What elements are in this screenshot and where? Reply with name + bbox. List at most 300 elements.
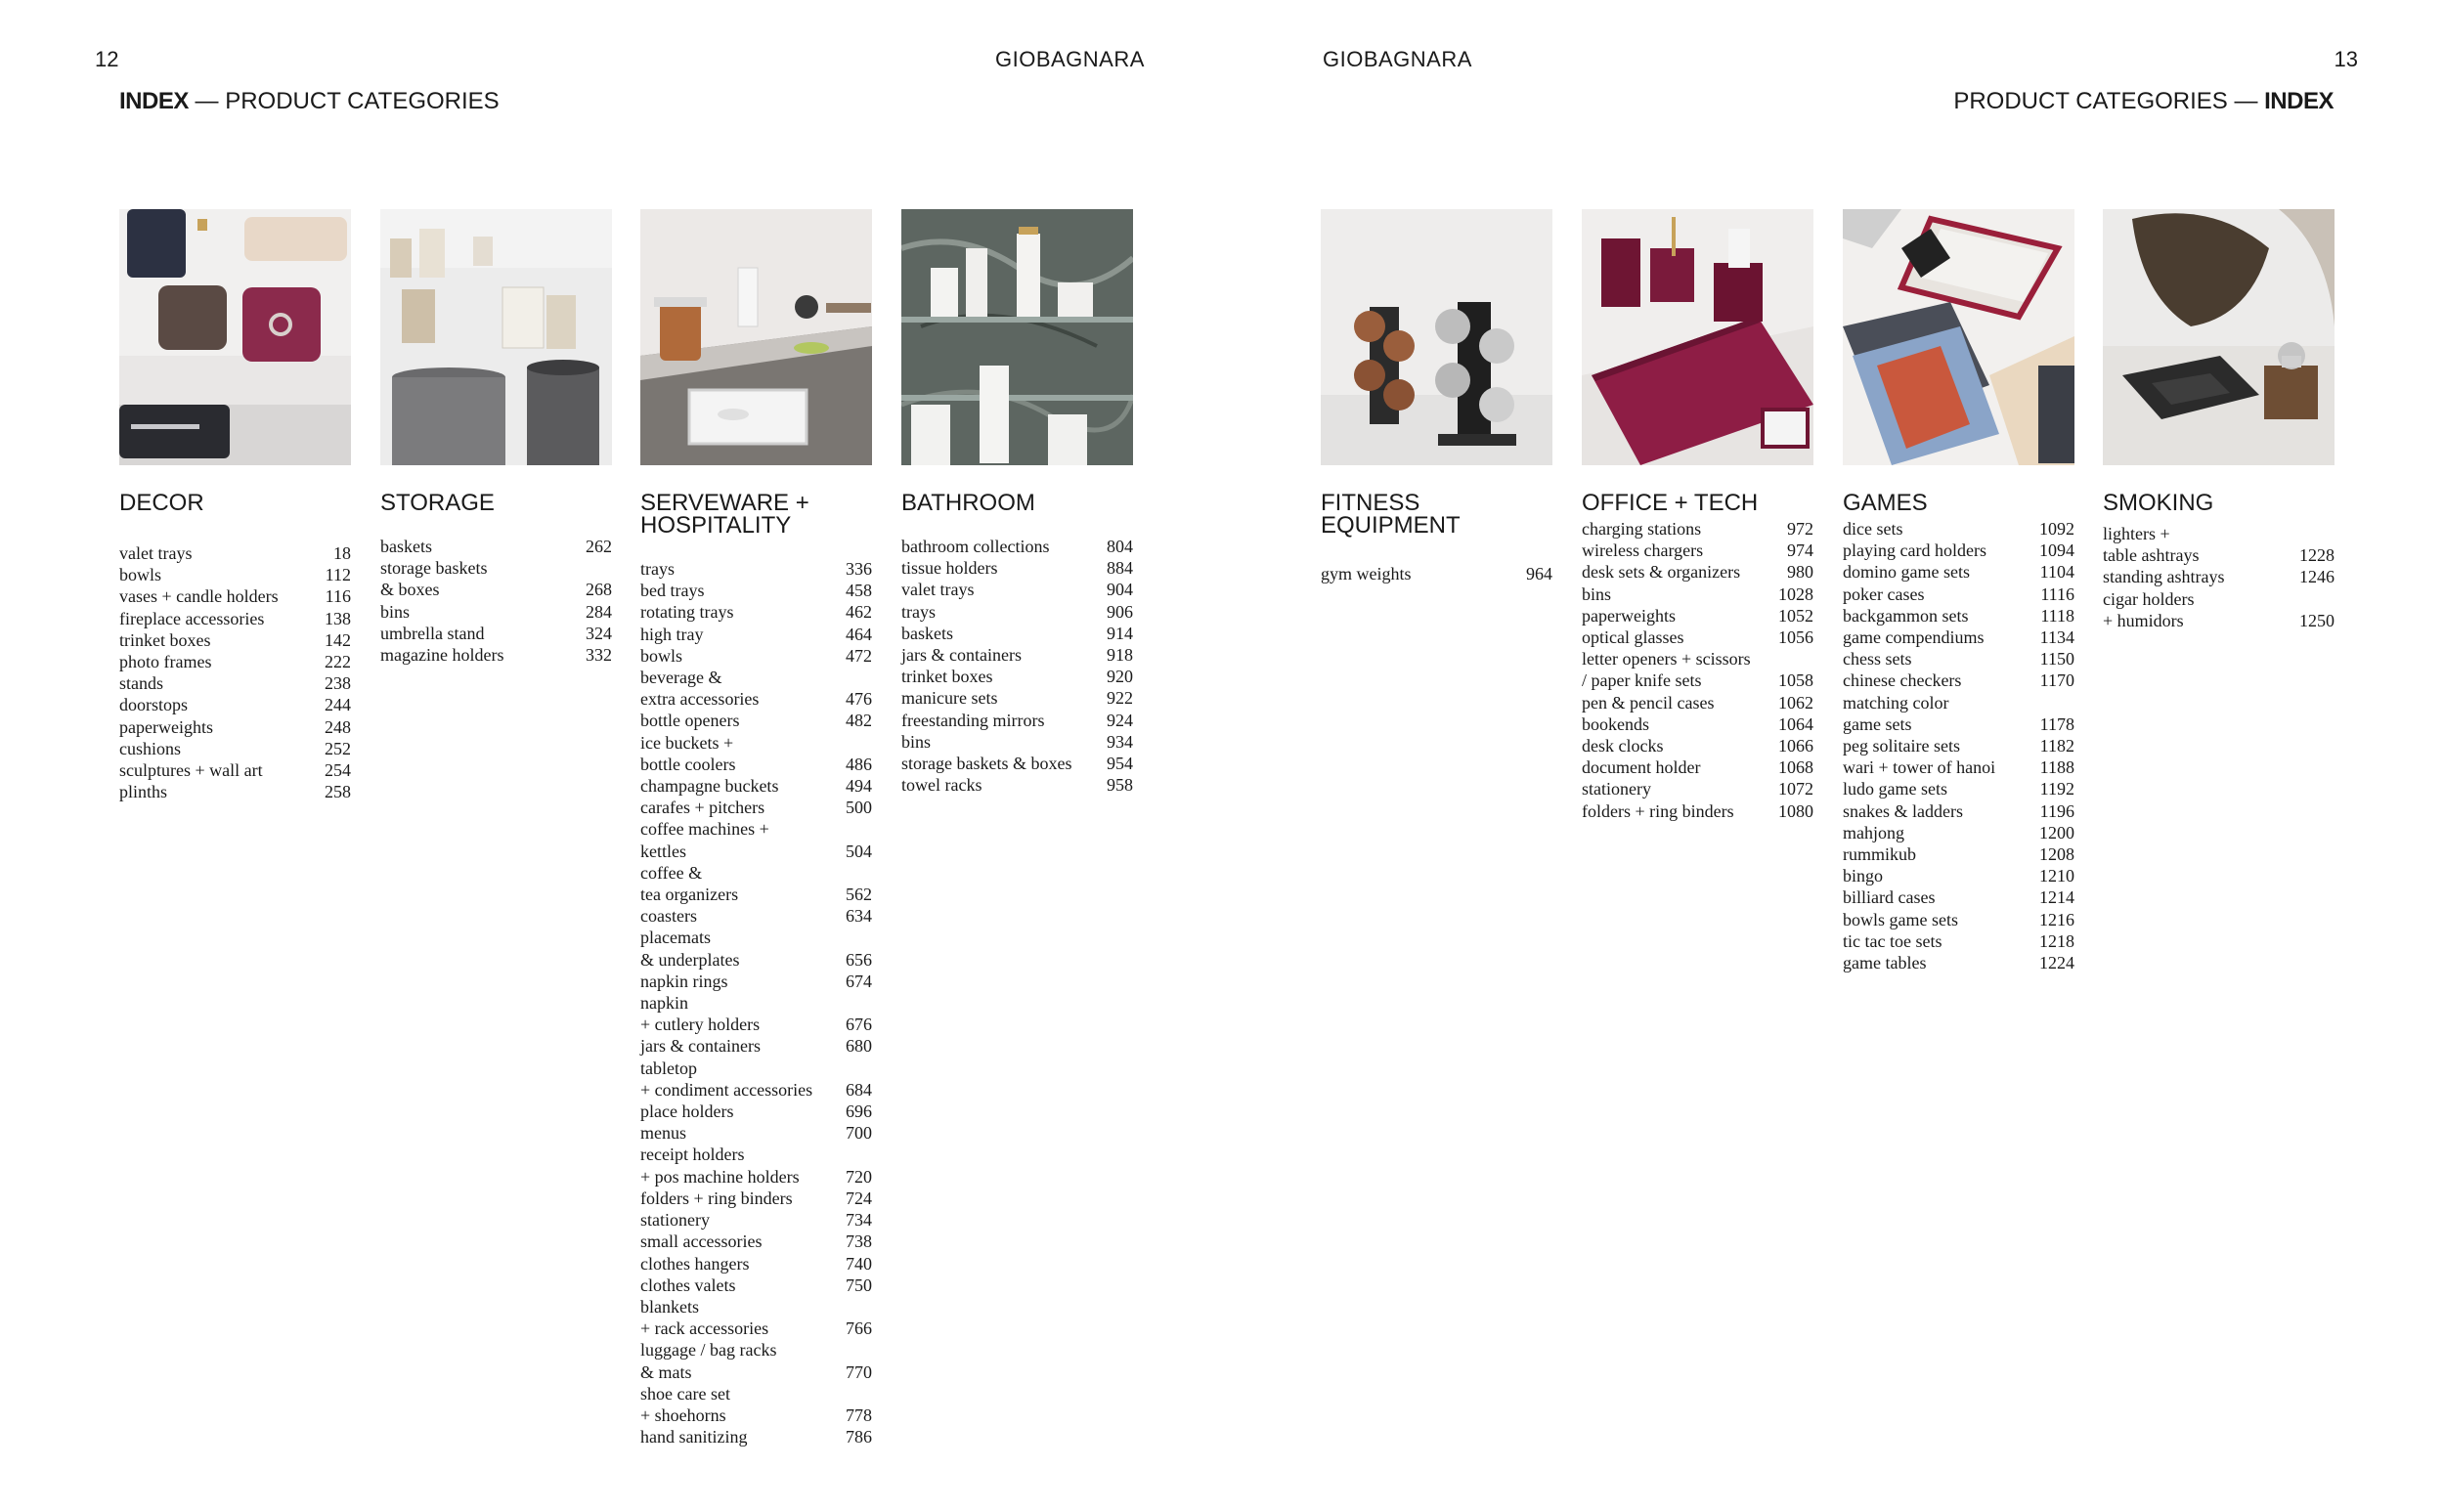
index-entry <box>901 644 1133 666</box>
index-entry <box>640 667 872 688</box>
index-entry-page: 922 <box>1107 688 1133 709</box>
index-entry-label: bookends <box>1582 713 1649 734</box>
index-entry <box>2103 588 2335 610</box>
index-entry <box>640 1231 872 1252</box>
index-entry-label: game sets <box>1843 713 1912 734</box>
index-entry-label: kettles <box>640 841 686 861</box>
category-title: OFFICE + TECH <box>1582 490 1759 516</box>
index-entry-label: + cutlery holders <box>640 1015 761 1035</box>
index-entry-label: / paper knife sets <box>1582 670 1702 691</box>
index-entry-label: luggage / bag racks <box>640 1340 777 1361</box>
index-entry-label: desk clocks <box>1582 736 1664 756</box>
index-entry-page: 142 <box>325 629 351 650</box>
index-entry <box>640 1035 872 1057</box>
index-entry-label: shoe care set <box>640 1383 730 1404</box>
index-entry-label: + pos machine holders <box>640 1166 800 1187</box>
index-entry <box>1843 561 2074 583</box>
index-entry <box>901 687 1133 709</box>
index-entry-page: 1214 <box>2039 887 2074 908</box>
index-entry <box>380 644 612 666</box>
index-entry <box>640 732 872 754</box>
index-entry-label: folders + ring binders <box>1582 800 1734 821</box>
index-entry-page: 1250 <box>2299 610 2335 630</box>
index-entry-page: 1058 <box>1778 670 1813 691</box>
heading-subtitle: PRODUCT CATEGORIES — <box>1953 88 2265 114</box>
index-entry <box>1582 648 1813 670</box>
index-entry <box>1843 735 2074 756</box>
index-entry-page: 1094 <box>2039 540 2074 561</box>
index-entry <box>1843 822 2074 843</box>
category-column-storage <box>380 209 612 666</box>
index-entry-page: 738 <box>846 1231 872 1252</box>
index-entry <box>1843 930 2074 952</box>
index-entry <box>640 1274 872 1296</box>
index-entry-label: photo frames <box>119 652 212 672</box>
index-entry-label: rotating trays <box>640 602 734 623</box>
index-entry <box>119 781 351 802</box>
index-entry-label: bowls <box>640 645 683 666</box>
index-entry <box>1843 952 2074 973</box>
index-entry <box>380 623 612 644</box>
index-entry-label: extra accessories <box>640 689 760 710</box>
category-title: BATHROOM <box>901 490 1035 516</box>
index-entry-label: wireless chargers <box>1582 540 1704 561</box>
index-entry-page: 700 <box>846 1123 872 1144</box>
index-entry-page: 1080 <box>1778 800 1813 821</box>
index-entry-page: 1196 <box>2039 800 2074 821</box>
index-entry-page: 1200 <box>2039 822 2074 842</box>
index-entry-page: 680 <box>846 1036 872 1057</box>
category-column-games <box>1843 209 2074 973</box>
index-entry-page: 720 <box>846 1166 872 1187</box>
index-entry-label: lighters + <box>2103 524 2170 543</box>
index-entry <box>1843 583 2074 605</box>
entries-list <box>1321 563 1552 584</box>
index-entry-page: 462 <box>846 602 872 623</box>
index-entry-label: optical glasses <box>1582 627 1684 648</box>
index-entry-page: 138 <box>325 608 351 628</box>
games-photo <box>1843 209 2074 465</box>
index-entry-label: trinket boxes <box>901 667 993 687</box>
index-entry-page: 634 <box>846 906 872 927</box>
index-entry <box>1582 626 1813 648</box>
index-entry-page: 482 <box>846 711 872 731</box>
index-entry-page: 284 <box>586 601 612 622</box>
entries-list <box>380 536 612 666</box>
index-entry <box>640 645 872 667</box>
index-entry <box>119 651 351 672</box>
index-entry <box>1582 540 1813 561</box>
category-column-smoking <box>2103 209 2335 631</box>
index-entry-page: 1118 <box>2040 605 2074 626</box>
entries-list <box>901 536 1133 796</box>
index-entry-page: 786 <box>846 1427 872 1447</box>
index-entry-label: storage baskets <box>380 558 488 579</box>
index-entry <box>901 579 1133 600</box>
index-entry-label: coasters <box>640 906 697 927</box>
index-entry-page: 972 <box>1787 519 1813 539</box>
index-entry <box>640 754 872 775</box>
left-page-heading <box>119 88 500 115</box>
index-entry-label: umbrella stand <box>380 623 485 643</box>
index-entry <box>119 564 351 585</box>
index-entry <box>640 1079 872 1101</box>
index-entry-label: trays <box>640 559 675 579</box>
index-entry <box>1582 713 1813 735</box>
category-title: DECOR <box>119 490 204 516</box>
index-entry-label: jars & containers <box>901 645 1022 666</box>
index-entry <box>1843 670 2074 691</box>
index-entry <box>640 1426 872 1447</box>
index-entry-label: sculptures + wall art <box>119 760 263 781</box>
index-entry-page: 1210 <box>2039 866 2074 886</box>
index-entry-label: folders + ring binders <box>640 1188 793 1208</box>
category-title: GAMES <box>1843 490 1928 516</box>
index-entry-label: bathroom collections <box>901 537 1050 556</box>
index-entry-page: 112 <box>325 565 351 585</box>
index-entry-label: bingo <box>1843 866 1884 886</box>
index-entry <box>640 797 872 818</box>
index-entry <box>640 862 872 884</box>
index-entry-page: 1052 <box>1778 605 1813 626</box>
index-entry-page: 1072 <box>1778 779 1813 799</box>
index-entry <box>119 608 351 629</box>
index-entry-page: 476 <box>846 689 872 710</box>
index-entry-label: blankets <box>640 1296 699 1317</box>
index-entry-label: small accessories <box>640 1231 763 1252</box>
index-entry-page: 458 <box>846 581 872 601</box>
index-entry-label: gym weights <box>1321 564 1412 583</box>
index-entry-label: doorstops <box>119 695 189 715</box>
index-entry <box>1843 692 2074 713</box>
index-entry-label: vases + candle holders <box>119 586 279 607</box>
index-entry-page: 884 <box>1107 558 1133 579</box>
index-entry-page: 696 <box>846 1102 872 1122</box>
category-column-bathroom <box>901 209 1133 796</box>
index-entry-label: + shoehorns <box>640 1404 726 1425</box>
index-entry-page: 750 <box>846 1274 872 1295</box>
index-entry <box>2103 566 2335 587</box>
index-entry-page: 1216 <box>2039 909 2074 929</box>
index-entry-page: 684 <box>846 1079 872 1100</box>
index-entry-label: trays <box>901 601 936 622</box>
category-column-fitness <box>1321 209 1552 584</box>
index-entry-label: pen & pencil cases <box>1582 692 1715 713</box>
index-entry-page: 262 <box>586 537 612 556</box>
index-entry <box>1843 886 2074 908</box>
index-entry-label: domino game sets <box>1843 562 1970 583</box>
index-entry-label: cushions <box>119 738 181 758</box>
index-entry <box>640 1101 872 1122</box>
index-entry-label: plinths <box>119 782 168 802</box>
entries-list <box>1582 518 1813 822</box>
fitness-photo <box>1321 209 1552 465</box>
decor-photo <box>119 209 351 465</box>
index-entry-page: 500 <box>846 798 872 818</box>
index-entry-label: cigar holders <box>2103 588 2195 609</box>
bathroom-photo <box>901 209 1133 465</box>
category-title: SERVEWARE + HOSPITALITY <box>640 490 809 539</box>
index-entry-page: 254 <box>325 760 351 781</box>
category-column-decor <box>119 209 351 802</box>
index-entry-label: + rack accessories <box>640 1318 769 1339</box>
index-entry-label: ludo game sets <box>1843 779 1947 799</box>
index-entry <box>640 1253 872 1274</box>
index-entry-page: 1246 <box>2299 567 2335 587</box>
index-entry-page: 1092 <box>2039 519 2074 539</box>
index-entry <box>640 971 872 992</box>
index-entry-label: napkin rings <box>640 971 728 991</box>
category-title: SMOKING <box>2103 490 2214 516</box>
index-entry-page: 766 <box>846 1318 872 1339</box>
index-entry <box>119 694 351 715</box>
index-entry-label: & mats <box>640 1361 692 1382</box>
index-entry-page: 906 <box>1107 601 1133 622</box>
index-entry <box>1843 756 2074 778</box>
index-entry-page: 740 <box>846 1253 872 1274</box>
index-entry <box>640 1318 872 1339</box>
entries-list <box>640 558 872 1447</box>
index-entry <box>640 1339 872 1361</box>
index-entry-page: 1062 <box>1778 692 1813 713</box>
index-entry <box>1843 518 2074 540</box>
index-entry-label: storage baskets & boxes <box>901 754 1072 774</box>
index-entry-page: 1192 <box>2039 779 2074 799</box>
index-entry <box>1843 713 2074 735</box>
index-entry-page: 1224 <box>2039 953 2074 973</box>
index-entry <box>380 557 612 579</box>
index-entry-label: backgammon sets <box>1843 605 1969 626</box>
smoking-photo <box>2103 209 2335 465</box>
index-entry-label: playing card holders <box>1843 540 1986 561</box>
index-entry <box>640 1188 872 1209</box>
index-entry <box>640 601 872 623</box>
index-entry-page: 1056 <box>1778 627 1813 648</box>
index-entry-page: 238 <box>325 673 351 694</box>
index-entry-page: 244 <box>325 695 351 715</box>
right-page-number: 13 <box>2334 47 2358 71</box>
index-entry <box>901 753 1133 774</box>
index-entry-label: baskets <box>380 537 432 556</box>
index-entry-page: 1150 <box>2039 649 2074 670</box>
index-entry <box>640 710 872 731</box>
index-entry-page: 472 <box>846 645 872 666</box>
index-entry <box>1582 670 1813 691</box>
index-entry <box>380 536 612 557</box>
index-entry <box>1321 563 1552 584</box>
index-entry <box>640 1144 872 1165</box>
index-entry <box>119 716 351 738</box>
index-entry-label: desk sets & organizers <box>1582 562 1741 583</box>
index-entry-label: tic tac toe sets <box>1843 930 1942 951</box>
index-entry <box>1582 561 1813 583</box>
index-entry <box>1582 692 1813 713</box>
serveware-photo <box>640 209 872 465</box>
index-entry-label: rummikub <box>1843 844 1916 865</box>
index-entry-page: 1116 <box>2040 583 2074 604</box>
index-entry-label: fireplace accessories <box>119 608 265 628</box>
index-entry-label: document holder <box>1582 757 1701 778</box>
index-entry <box>901 536 1133 557</box>
index-entry <box>640 1361 872 1383</box>
category-title: FITNESS EQUIPMENT <box>1321 490 1461 539</box>
left-brand-wordmark: GIOBAGNARA <box>995 47 1145 71</box>
index-entry-label: billiard cases <box>1843 887 1936 908</box>
index-entry-page: 778 <box>846 1404 872 1425</box>
index-entry <box>2103 544 2335 566</box>
index-entry <box>1843 778 2074 799</box>
index-entry-label: stationery <box>640 1210 710 1231</box>
index-entry <box>640 992 872 1014</box>
index-entry-label: clothes hangers <box>640 1253 750 1274</box>
index-entry-label: & underplates <box>640 949 740 970</box>
index-entry-label: game tables <box>1843 953 1927 973</box>
index-entry <box>1843 648 2074 670</box>
index-entry-label: placemats <box>640 928 711 948</box>
index-entry <box>1582 518 1813 540</box>
index-entry-label: valet trays <box>119 543 193 563</box>
index-entry <box>1843 865 2074 886</box>
index-entry-page: 674 <box>846 971 872 991</box>
index-entry-label: ice buckets + <box>640 732 734 753</box>
index-entry-page: 494 <box>846 776 872 797</box>
index-entry <box>640 1383 872 1404</box>
index-entry-label: bottle coolers <box>640 754 736 774</box>
index-entry <box>640 558 872 580</box>
index-entry-label: towel racks <box>901 775 982 796</box>
index-entry <box>1843 909 2074 930</box>
heading-bold-index: INDEX <box>119 88 189 114</box>
index-entry <box>640 949 872 971</box>
index-entry-label: + humidors <box>2103 610 2184 630</box>
index-entry-label: bowls <box>119 565 162 585</box>
index-entry <box>1582 756 1813 778</box>
index-entry-label: manicure sets <box>901 688 998 709</box>
index-entry-label: wari + tower of hanoi <box>1843 757 1996 778</box>
index-entry <box>380 601 612 623</box>
index-entry <box>1582 735 1813 756</box>
index-entry-label: poker cases <box>1843 583 1925 604</box>
index-entry-label: valet trays <box>901 580 975 600</box>
index-entry-page: 804 <box>1107 537 1133 556</box>
index-entry-label: stationery <box>1582 779 1651 799</box>
index-entry <box>901 731 1133 753</box>
index-entry-page: 1188 <box>2039 757 2074 778</box>
index-entry-page: 1028 <box>1778 583 1813 604</box>
index-entry-page: 332 <box>586 645 612 666</box>
index-entry-page: 268 <box>586 580 612 600</box>
index-entry-page: 934 <box>1107 731 1133 752</box>
index-entry <box>640 1122 872 1144</box>
heading-subtitle: — PRODUCT CATEGORIES <box>188 88 500 114</box>
index-entry-page: 336 <box>846 559 872 579</box>
index-entry-label: bins <box>901 731 932 752</box>
index-entry-page: 18 <box>333 543 351 563</box>
index-entry-label: champagne buckets <box>640 776 779 797</box>
right-brand-wordmark: GIOBAGNARA <box>1323 47 1472 71</box>
index-entry-label: bins <box>380 601 411 622</box>
index-entry-label: bottle openers <box>640 711 740 731</box>
index-entry-label: chess sets <box>1843 649 1912 670</box>
index-entry-page: 1134 <box>2039 627 2074 648</box>
index-entry-label: stands <box>119 673 163 694</box>
index-entry <box>901 557 1133 579</box>
index-entry <box>640 1404 872 1426</box>
index-entry-label: coffee machines + <box>640 819 769 840</box>
index-entry-page: 924 <box>1107 710 1133 730</box>
index-entry-label: tissue holders <box>901 558 998 579</box>
index-entry-page: 1170 <box>2039 670 2074 691</box>
index-entry-page: 486 <box>846 754 872 774</box>
index-entry-page: 770 <box>846 1361 872 1382</box>
index-entry <box>2103 610 2335 631</box>
index-entry <box>640 580 872 601</box>
index-entry-page: 252 <box>325 738 351 758</box>
index-entry-label: chinese checkers <box>1843 670 1962 691</box>
index-entry-label: mahjong <box>1843 822 1904 842</box>
index-entry-label: high tray <box>640 624 704 644</box>
index-entry-page: 1064 <box>1778 713 1813 734</box>
entries-list <box>1843 518 2074 973</box>
index-entry-label: letter openers + scissors <box>1582 649 1751 670</box>
index-entry-label: paperweights <box>119 716 213 737</box>
index-entry <box>119 672 351 694</box>
index-entry <box>640 624 872 645</box>
index-entry <box>901 601 1133 623</box>
index-entry <box>640 841 872 862</box>
index-entry <box>901 774 1133 796</box>
index-entry-label: baskets <box>901 623 953 643</box>
index-entry-label: carafes + pitchers <box>640 798 765 818</box>
index-entry <box>1843 626 2074 648</box>
index-entry-label: paperweights <box>1582 605 1676 626</box>
index-entry-page: 964 <box>1526 564 1552 583</box>
index-entry <box>901 666 1133 687</box>
index-entry <box>640 688 872 710</box>
index-entry-label: & boxes <box>380 580 440 600</box>
index-entry <box>119 759 351 781</box>
index-entry-page: 958 <box>1107 775 1133 796</box>
index-entry-page: 324 <box>586 623 612 643</box>
index-entry <box>640 1296 872 1318</box>
index-entry-label: coffee & <box>640 862 703 883</box>
index-entry-page: 904 <box>1107 580 1133 600</box>
index-entry-page: 656 <box>846 949 872 970</box>
index-entry-page: 724 <box>846 1188 872 1208</box>
index-entry-page: 562 <box>846 885 872 905</box>
index-entry <box>119 738 351 759</box>
index-entry-page: 248 <box>325 716 351 737</box>
index-entry-label: napkin <box>640 993 688 1014</box>
index-entry-page: 1182 <box>2039 736 2074 756</box>
index-entry-label: dice sets <box>1843 519 1903 539</box>
index-entry-label: freestanding mirrors <box>901 710 1045 730</box>
index-entry-page: 1104 <box>2039 562 2074 583</box>
index-entry-label: hand sanitizing <box>640 1427 748 1447</box>
entries-list <box>119 542 351 802</box>
index-entry-label: tea organizers <box>640 885 739 905</box>
index-entry-page: 1178 <box>2039 713 2074 734</box>
index-entry <box>640 884 872 905</box>
index-entry-page: 974 <box>1787 540 1813 561</box>
heading-bold-index: INDEX <box>2264 88 2334 114</box>
index-entry-label: menus <box>640 1123 686 1144</box>
index-entry-page: 734 <box>846 1210 872 1231</box>
index-entry <box>380 579 612 600</box>
index-entry-page: 1066 <box>1778 736 1813 756</box>
index-entry-label: receipt holders <box>640 1145 745 1165</box>
storage-photo <box>380 209 612 465</box>
